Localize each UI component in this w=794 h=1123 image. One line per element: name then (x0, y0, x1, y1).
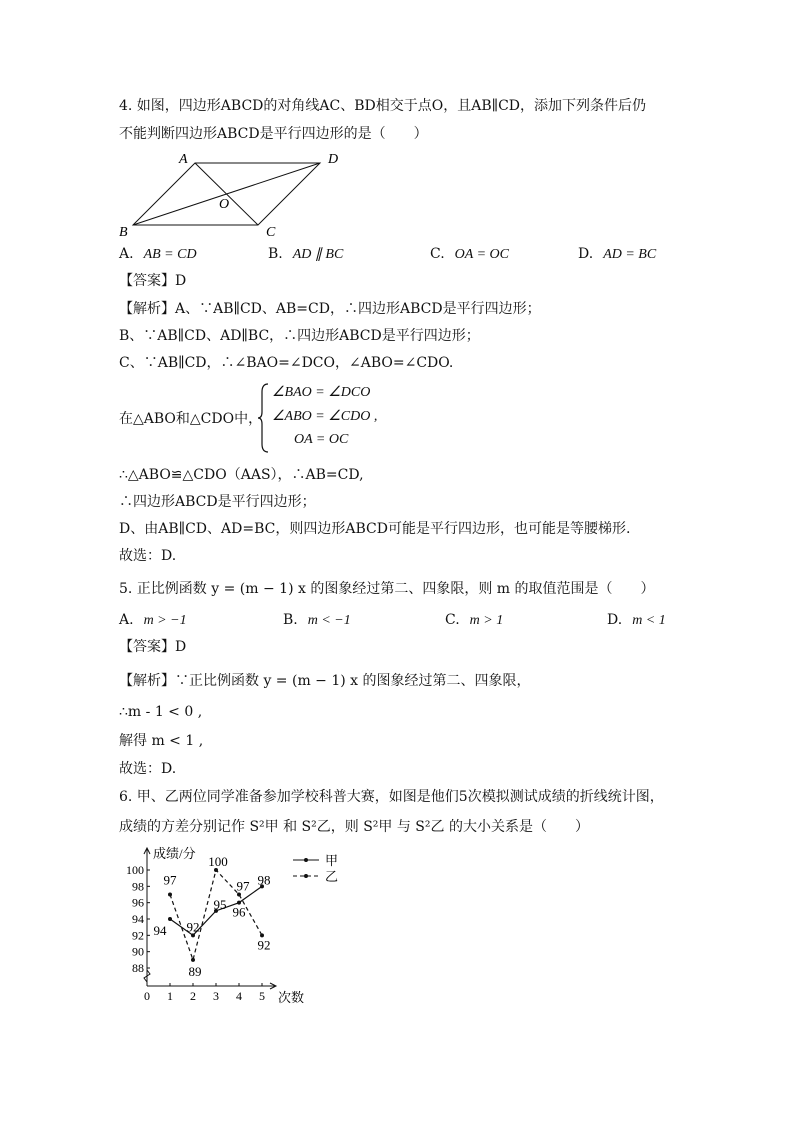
q6-stem-line1: 6. 甲、乙两位同学准备参加学校科普大赛，如图是他们5次模拟测试成绩的折线统计图， (119, 789, 664, 805)
x-tick-label: 0 (144, 989, 150, 1003)
y-tick-label: 98 (132, 879, 144, 894)
x-tick-label: 3 (213, 989, 219, 1003)
q5-solution-line2: ∴m - 1 < 0 , (119, 704, 203, 720)
vertex-label-d: D (328, 152, 339, 167)
data-label: 97 (236, 878, 250, 894)
data-point (191, 958, 195, 962)
q4-answer: 【答案】D (119, 273, 187, 289)
y-tick-label: 92 (132, 928, 144, 943)
y-tick-label: 94 (132, 912, 144, 926)
system-equation-1: ∠BAO = ∠DCO (272, 385, 371, 400)
q4-option-d[interactable]: D. AD = BC (578, 246, 657, 262)
q4-solution-line3: C、∵AB∥CD，∴∠BAO=∠DCO，∠ABO=∠CDO. (119, 355, 454, 371)
y-tick-label: 88 (132, 961, 144, 975)
y-tick-label: 96 (132, 895, 144, 910)
data-label: 92 (186, 919, 200, 935)
y-axis-label: 成绩/分 (153, 846, 196, 861)
q4-option-b[interactable]: B. AD ∥ BC (268, 246, 344, 262)
x-tick-label: 5 (259, 989, 265, 1003)
x-tick-label: 2 (190, 989, 196, 1003)
system-brace (258, 382, 270, 454)
q4-option-c[interactable]: C. OA = OC (430, 246, 509, 262)
q4-stem-line2: 不能判断四边形ABCD是平行四边形的是（ ） (119, 126, 428, 142)
q5-option-a[interactable]: A. m > −1 (119, 612, 187, 628)
q4-solution-line4-prefix: 在△ABO和△CDO中， (119, 411, 263, 427)
data-label: 89 (188, 963, 202, 979)
q4-option-a[interactable]: A. AB = CD (119, 246, 197, 262)
x-tick-label: 1 (167, 989, 173, 1003)
vertex-label-c: C (266, 225, 276, 240)
score-line-chart (115, 840, 355, 1010)
q4-solution-line8: 故选：D. (119, 548, 177, 564)
q4-solution-line1: 【解析】A、∵AB∥CD、AB=CD，∴四边形ABCD是平行四边形； (119, 301, 541, 317)
legend-marker (304, 874, 308, 878)
vertex-label-a: A (179, 152, 188, 167)
data-label: 96 (232, 904, 246, 920)
data-point (168, 893, 172, 897)
x-axis-label: 次数 (278, 990, 305, 1005)
q5-solution-line1: 【解析】∵正比例函数 y = (m − 1) x 的图象经过第二、四象限， (119, 673, 531, 689)
y-tick-label: 90 (132, 944, 144, 959)
data-point (168, 917, 172, 921)
q5-option-c[interactable]: C. m > 1 (445, 612, 504, 628)
y-tick-label: 100 (126, 863, 144, 877)
q4-solution-line2: B、∵AB∥CD、AD∥BC，∴四边形ABCD是平行四边形； (119, 328, 480, 344)
q5-option-d[interactable]: D. m < 1 (607, 612, 666, 628)
q5-stem: 5. 正比例函数 y = (m − 1) x 的图象经过第二、四象限，则 m 的取值范围是（ ） (119, 581, 655, 597)
legend-label: 甲 (325, 853, 339, 868)
q5-option-b[interactable]: B. m < −1 (283, 612, 351, 628)
center-label-o: O (219, 197, 230, 212)
q4-stem-line1: 4. 如图，四边形ABCD的对角线AC、BD相交于点O，且AB∥CD，添加下列条件后仍 (119, 98, 647, 114)
q5-solution-line4: 故选：D. (119, 761, 177, 777)
system-equation-3: OA = OC (294, 432, 349, 447)
q6-stem-line2: 成绩的方差分别记作 S²甲 和 S²乙，则 S²甲 与 S²乙 的大小关系是（ ） (119, 819, 589, 835)
q4-solution-line5: ∴△ABO≌△CDO（AAS），∴AB=CD, (119, 467, 364, 483)
data-label: 100 (208, 854, 228, 869)
parallelogram-figure (115, 148, 345, 240)
q5-answer: 【答案】D (119, 639, 187, 655)
data-label: 95 (213, 896, 227, 912)
q5-solution-line3: 解得 m < 1 , (119, 733, 204, 749)
x-tick-label: 4 (236, 989, 242, 1003)
data-label: 94 (153, 923, 167, 938)
q4-solution-line6: ∴四边形ABCD是平行四边形； (119, 494, 316, 510)
vertex-label-b: B (119, 225, 128, 240)
system-equation-2: ∠ABO = ∠CDO , (272, 409, 378, 424)
data-label: 98 (257, 872, 271, 888)
q4-solution-line7: D、由AB∥CD、AD=BC，则四边形ABCD可能是平行四边形，也可能是等腰梯形. (119, 521, 631, 537)
data-label: 92 (257, 937, 271, 953)
legend-label: 乙 (325, 869, 339, 884)
data-label: 97 (163, 872, 177, 888)
legend-marker (304, 858, 308, 862)
